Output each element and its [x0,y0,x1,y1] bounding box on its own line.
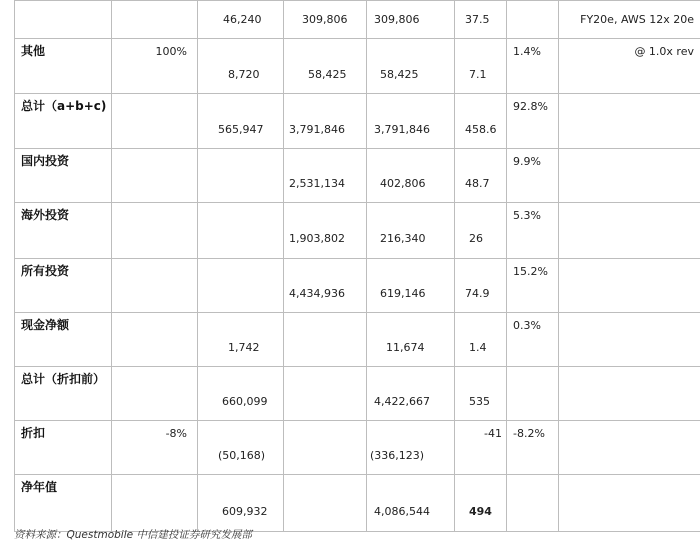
note-cell [559,475,700,532]
percent-cell [507,313,559,367]
value-cell [198,39,284,94]
table-row [15,475,700,532]
cell-value: 660,099 [222,395,268,408]
cell-value: -8% [165,427,187,440]
table-row [15,1,700,39]
row-label: 总计（a+b+c) [21,99,107,113]
cell-value: 46,240 [223,13,262,26]
row-label-cell [15,94,112,149]
percent-cell [112,475,198,532]
cell-value: @ 1.0x rev [634,45,694,58]
cell-value: 3,791,846 [374,123,430,136]
value-cell [455,421,507,475]
value-cell [284,1,367,39]
cell-value: 5.3% [513,209,541,222]
cell-value: 7.1 [469,68,487,81]
table-row [15,313,700,367]
cell-value: 3,791,846 [289,123,345,136]
value-cell [284,39,367,94]
row-label: 现金净额 [21,318,70,332]
percent-cell [112,259,198,313]
row-label-cell [15,421,112,475]
percent-cell [507,1,559,39]
percent-cell [507,203,559,259]
value-cell [455,259,507,313]
cell-value: 9.9% [513,155,541,168]
value-cell [455,475,507,532]
cell-value: 458.6 [465,123,497,136]
value-cell [367,1,455,39]
table-row [15,94,700,149]
percent-cell [112,39,198,94]
value-cell [284,421,367,475]
cell-value: 0.3% [513,319,541,332]
value-cell [198,259,284,313]
note-cell [559,149,700,203]
value-cell [284,367,367,421]
row-label: 净年值 [21,480,58,494]
percent-cell [112,421,198,475]
cell-value: 309,806 [302,13,348,26]
cell-value: 216,340 [380,232,426,245]
cell-value: 2,531,134 [289,177,345,190]
percent-cell [112,1,198,39]
cell-value: 100% [155,45,187,58]
cell-value: 48.7 [465,177,490,190]
row-label-cell [15,259,112,313]
percent-cell [507,149,559,203]
value-cell [284,259,367,313]
value-cell [284,203,367,259]
value-cell [198,203,284,259]
row-label-cell [15,1,112,39]
percent-cell [507,475,559,532]
table-row [15,203,700,259]
value-cell [455,149,507,203]
value-cell [367,39,455,94]
cell-value: 58,425 [380,68,419,81]
cell-value: 4,434,936 [289,287,345,300]
value-cell [455,367,507,421]
cell-value: 11,674 [386,341,425,354]
row-label: 折扣 [21,426,46,440]
value-cell [455,94,507,149]
cell-value: (336,123) [370,449,425,462]
note-cell [559,1,700,39]
cell-value: 37.5 [465,13,490,26]
cell-value: 4,086,544 [374,505,430,518]
table-row [15,259,700,313]
cell-value: 619,146 [380,287,426,300]
cell-value: 1.4% [513,45,541,58]
note-cell [559,39,700,94]
cell-value: 92.8% [513,100,548,113]
cell-value: -41 [484,427,502,440]
value-cell [198,149,284,203]
percent-cell [112,313,198,367]
cell-value: 58,425 [308,68,347,81]
value-cell [284,94,367,149]
cell-value: 4,422,667 [374,395,430,408]
percent-cell [112,94,198,149]
note-cell [559,313,700,367]
cell-value: 402,806 [380,177,426,190]
percent-cell [507,421,559,475]
percent-cell [507,367,559,421]
cell-value: 565,947 [218,123,264,136]
value-cell [367,313,455,367]
table-row [15,39,700,94]
table-row [15,421,700,475]
cell-value: 8,720 [228,68,260,81]
row-label-cell [15,367,112,421]
row-label-cell [15,475,112,532]
cell-value: 609,932 [222,505,268,518]
row-label-cell [15,203,112,259]
value-cell [367,94,455,149]
row-label-cell [15,313,112,367]
value-cell [455,1,507,39]
value-cell [367,475,455,532]
cell-value: -8.2% [513,427,545,440]
value-cell [284,313,367,367]
cell-value: 74.9 [465,287,490,300]
cell-value: 1,742 [228,341,260,354]
note-cell [559,421,700,475]
note-cell [559,94,700,149]
value-cell [198,313,284,367]
valuation-table [14,0,700,532]
value-cell [284,475,367,532]
table-row [15,149,700,203]
value-cell [367,259,455,313]
percent-cell [507,94,559,149]
note-cell [559,367,700,421]
cell-value: 26 [469,232,483,245]
value-cell [198,367,284,421]
cell-value: 535 [469,395,490,408]
row-label: 所有投资 [21,264,70,278]
value-cell [367,203,455,259]
cell-value: 494 [469,505,492,518]
percent-cell [507,39,559,94]
cell-value: FY20e, AWS 12x 20e [580,13,694,26]
value-cell [198,94,284,149]
row-label: 国内投资 [21,154,70,168]
percent-cell [507,259,559,313]
source-note: 资料来源：Questmobile 中信建投证券研究发展部 [14,529,252,541]
value-cell [367,421,455,475]
value-cell [198,421,284,475]
table-row [15,367,700,421]
row-label-cell [15,149,112,203]
value-cell [198,475,284,532]
cell-value: (50,168) [218,449,266,462]
value-cell [284,149,367,203]
cell-value: 1,903,802 [289,232,345,245]
cell-value: 309,806 [374,13,420,26]
row-label: 总计（折扣前） [21,372,106,386]
percent-cell [112,367,198,421]
row-label: 其他 [21,44,46,58]
percent-cell [112,203,198,259]
value-cell [455,203,507,259]
value-cell [455,39,507,94]
cell-value: 1.4 [469,341,487,354]
value-cell [367,149,455,203]
row-label: 海外投资 [21,208,70,222]
value-cell [367,367,455,421]
cell-value: 15.2% [513,265,548,278]
percent-cell [112,149,198,203]
value-cell [455,313,507,367]
row-label-cell [15,39,112,94]
note-cell [559,259,700,313]
value-cell [198,1,284,39]
note-cell [559,203,700,259]
